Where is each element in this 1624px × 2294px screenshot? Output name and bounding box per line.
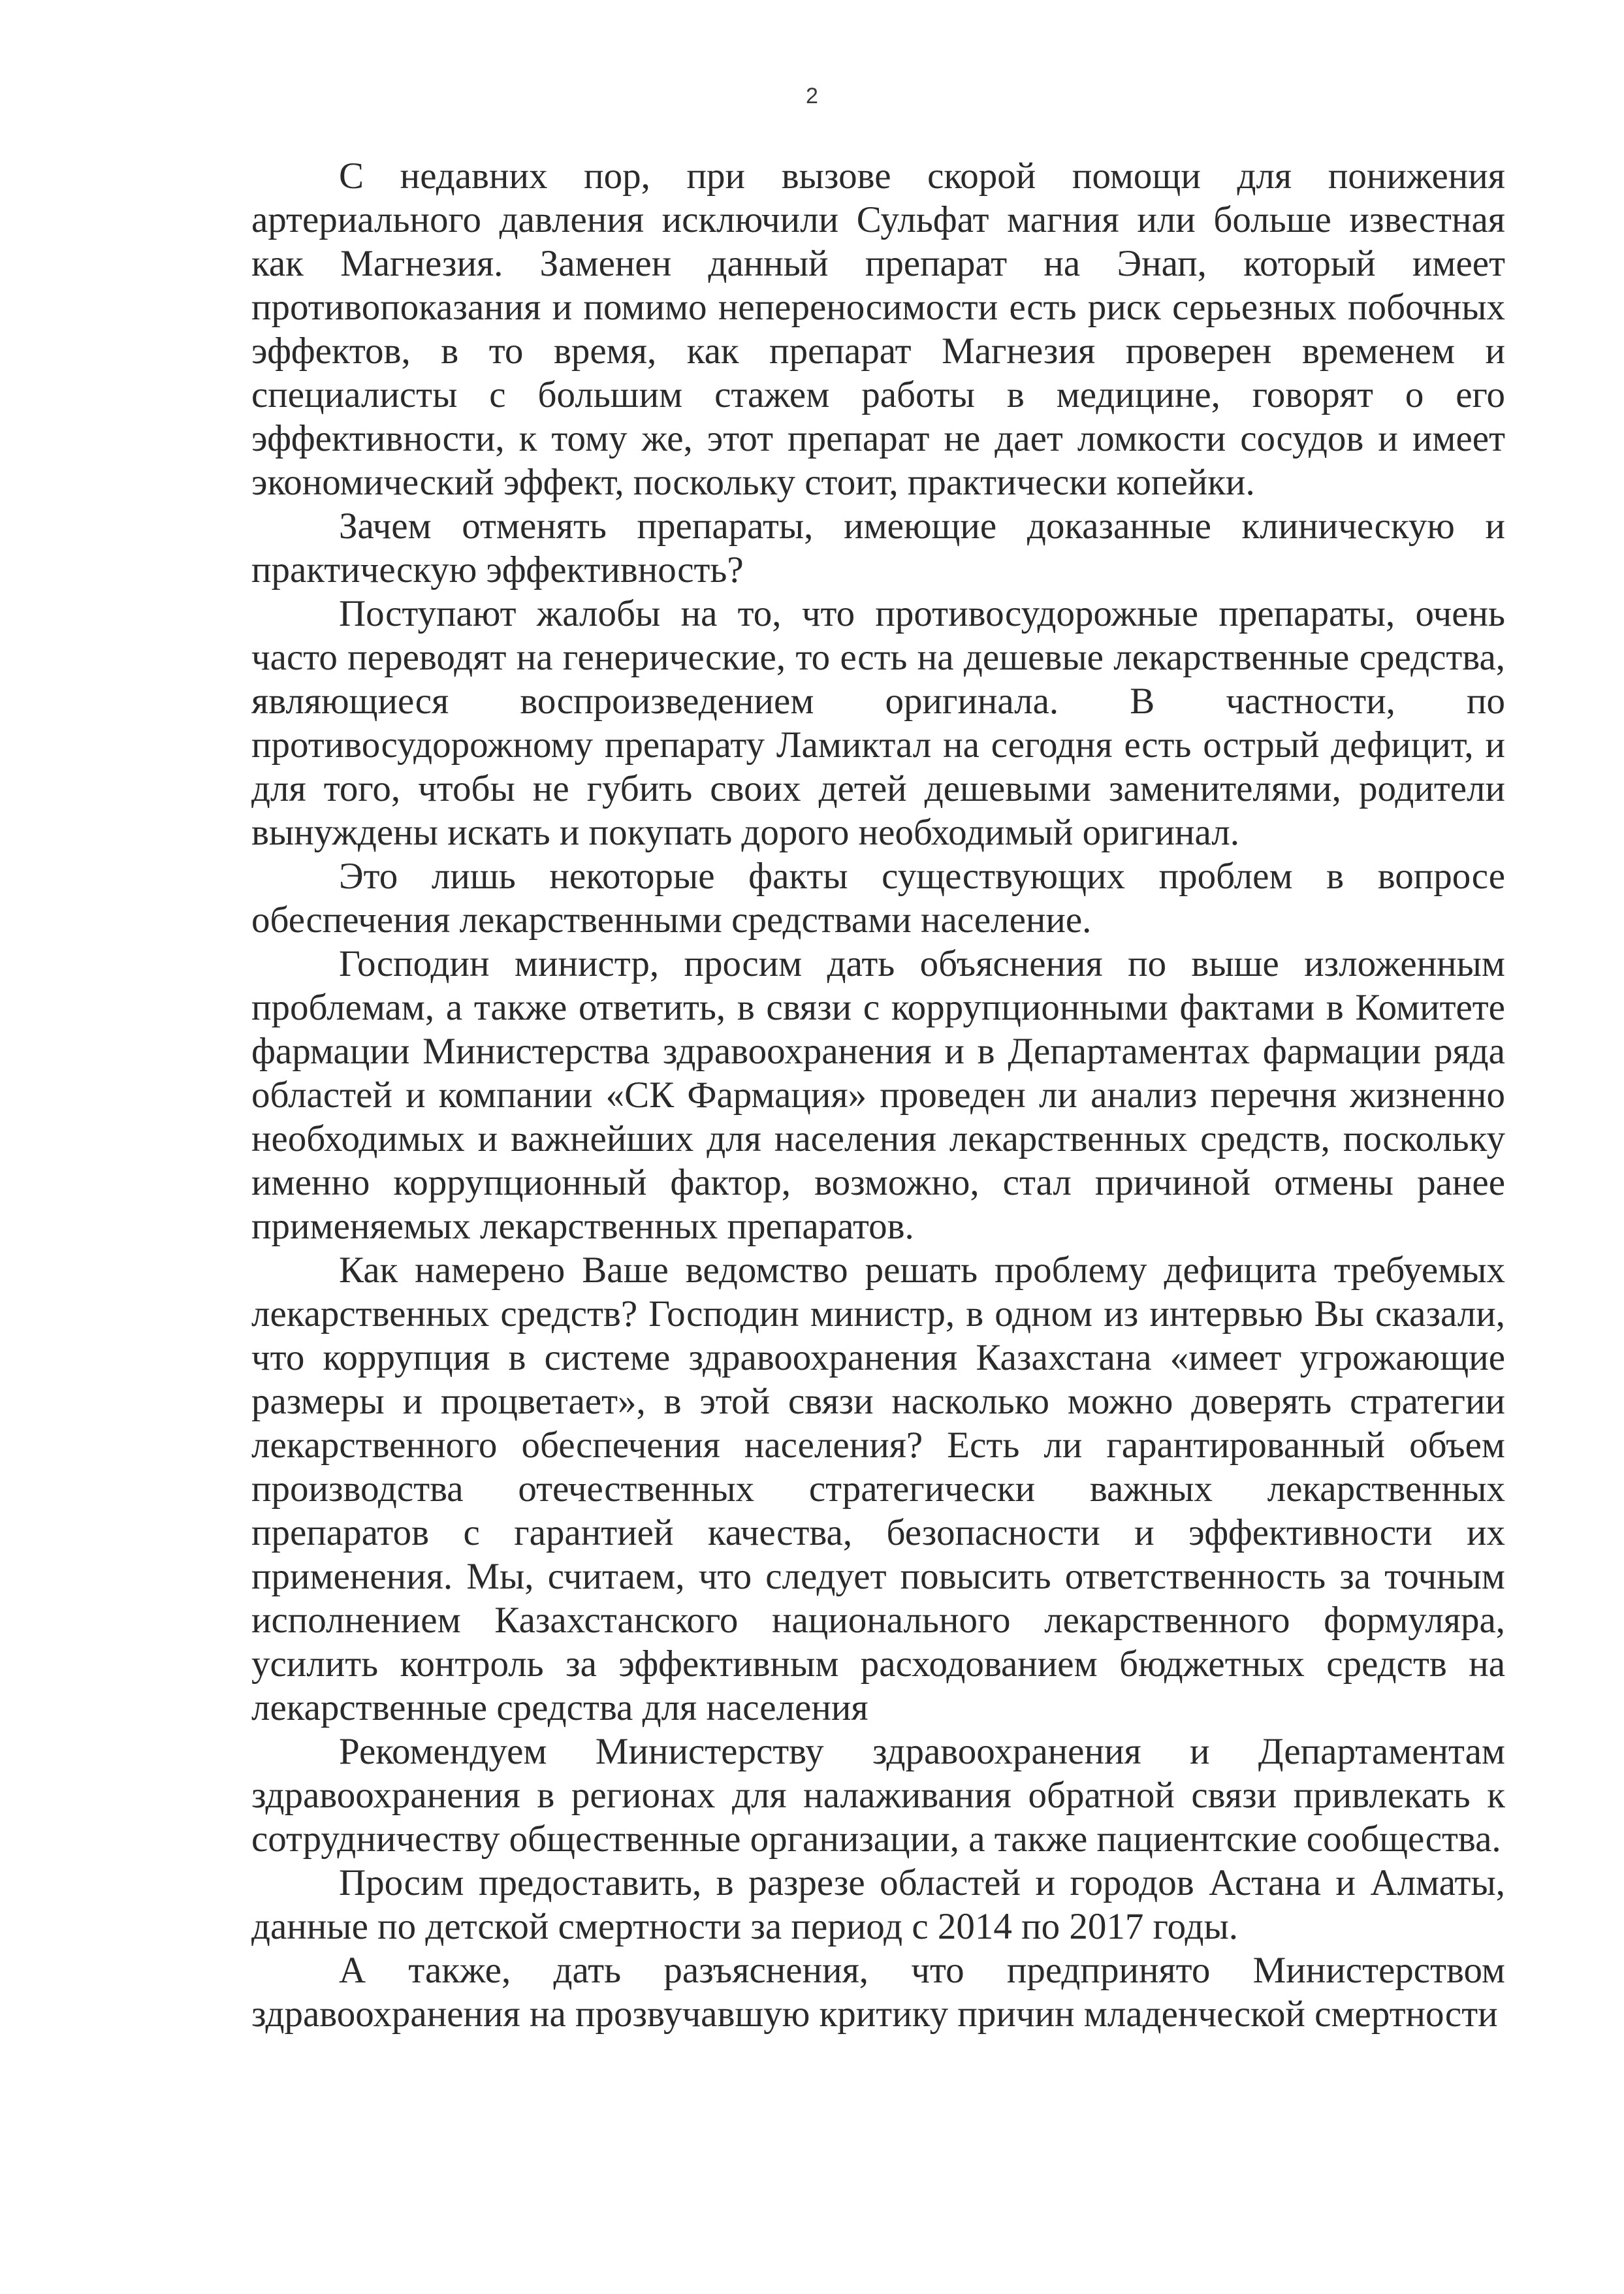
paragraph-magnesia: С недавних пор, при вызове скорой помощи для понижения артериального давления исключили Сульфат магния или больше известная как Магнезия. Заменен данный препарат на Энап, который имеет противопоказания и помимо непереносимости есть риск серьезных побочных эффектов, в то время, как препарат Магнезия проверен временем и специалисты с большим стажем работы в медицине, говорят о его эффективности, к тому же, этот препарат не дает ломкости сосудов и имеет экономический эффект, поскольку стоит, практически копейки.: [251, 155, 1505, 503]
paragraph-minister-request: Господин министр, просим дать объяснения по выше изложенным проблемам, а также ответить, в связи с коррупционными фактами в Комитете фармации Министерства здравоохранения и в Департаментах фармации ряда областей и компании «СК Фармация» проведен ли анализ перечня жизненно необходимых и важнейших для населения лекарственных средств, поскольку именно коррупционный фактор, возможно, стал причиной отмены ранее применяемых лекарственных препаратов.: [251, 943, 1505, 1247]
paragraph-deficit-question: Как намерено Ваше ведомство решать проблему дефицита требуемых лекарственных средств? Господин министр, в одном из интервью Вы сказали, что коррупция в системе здравоохранения Казахстана «имеет угрожающие размеры и процветает», в этой связи насколько можно доверять стратегии лекарственного обеспечения населения? Есть ли гарантированный объем производства отечественных стратегически важных лекарственных препаратов с гарантией качества, безопасности и эффективности их применения. Мы, считаем, что следует повысить ответственность за точным исполнением Казахстанского национального лекарственного формуляра, усилить контроль за эффективным расходованием бюджетных средств на лекарственные средства для населения: [251, 1250, 1505, 1728]
paragraph-recommendation: Рекомендуем Министерству здравоохранения и Департаментам здравоохранения в регионах для налаживания обратной связи привлекать к сотрудничеству общественные организации, а также пациентские сообщества.: [251, 1731, 1505, 1860]
paragraph-mortality-data: Просим предоставить, в разрезе областей и городов Астана и Алматы, данные по детской смертности за период с 2014 по 2017 годы.: [251, 1862, 1505, 1947]
letter-body: [251, 154, 1505, 2036]
paragraph-explanations: А также, дать разъяснения, что предпринято Министерством здравоохранения на прозвучавшую критику причин младенческой смертности: [251, 1950, 1505, 2035]
paragraph-anticonvulsants: Поступают жалобы на то, что противосудорожные препараты, очень часто переводят на генерические, то есть на дешевые лекарственные средства, являющиеся воспроизведением оригинала. В частности, по противосудорожному препарату Ламиктал на сегодня есть острый дефицит, и для того, чтобы не губить своих детей дешевыми заменителями, родители вынуждены искать и покупать дорого необходимый оригинал.: [251, 593, 1505, 853]
paragraph-why-cancel: Зачем отменять препараты, имеющие доказанные клиническую и практическую эффективность?: [251, 506, 1505, 590]
paragraph-facts: Это лишь некоторые факты существующих проблем в вопросе обеспечения лекарственными средствами население.: [251, 856, 1505, 941]
page-number: 2: [806, 84, 818, 108]
